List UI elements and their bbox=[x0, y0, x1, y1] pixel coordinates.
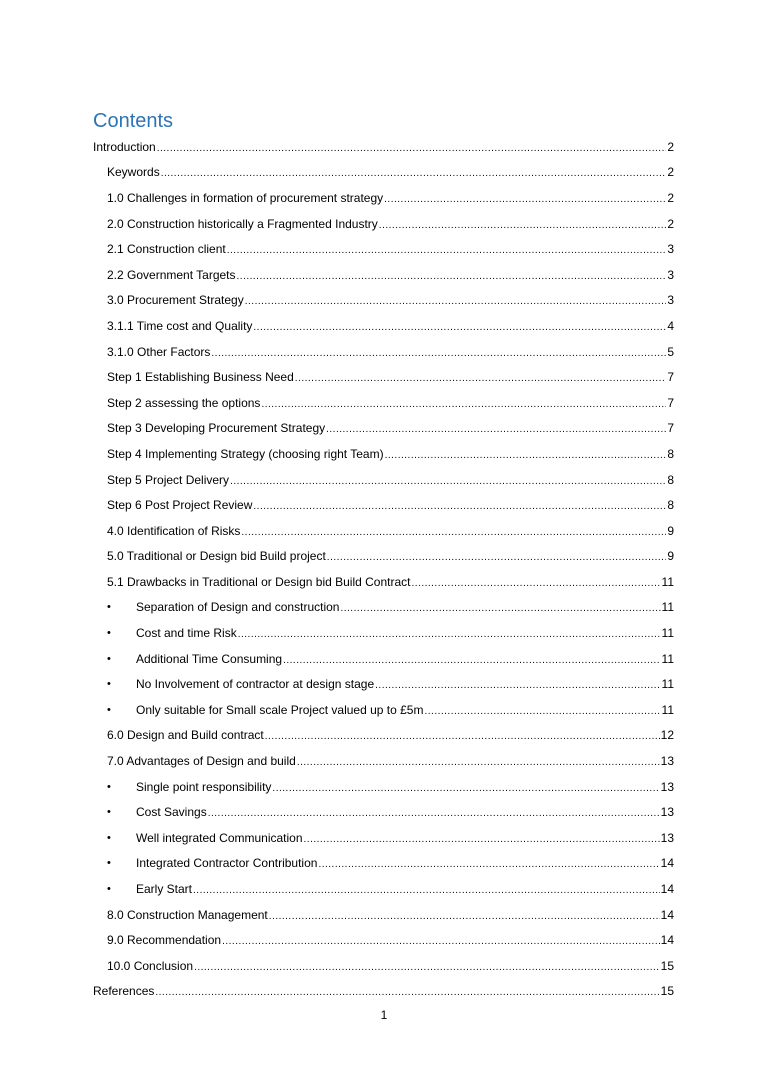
toc-entry-page-number: 7 bbox=[667, 370, 674, 385]
toc-entry[interactable] bbox=[93, 774, 674, 800]
toc-entry-label: Only suitable for Small scale Project valued up to £5m bbox=[136, 702, 424, 717]
toc-entry[interactable] bbox=[93, 876, 674, 902]
dot-leader bbox=[157, 140, 667, 154]
toc-entry-label: Cost Savings bbox=[136, 805, 207, 820]
toc-entry-page-number: 7 bbox=[667, 421, 674, 436]
toc-entry[interactable] bbox=[93, 467, 674, 493]
dot-leader bbox=[227, 242, 667, 256]
toc-entry-label: 2.2 Government Targets bbox=[107, 267, 236, 282]
toc-entry[interactable] bbox=[93, 134, 674, 160]
dot-leader bbox=[237, 268, 667, 282]
toc-entry-page-number: 14 bbox=[660, 882, 674, 897]
toc-entry[interactable] bbox=[93, 979, 674, 1005]
dot-leader bbox=[272, 780, 659, 794]
toc-entry-page-number: 2 bbox=[667, 216, 674, 231]
contents-heading: Contents bbox=[93, 110, 174, 132]
toc-entry[interactable] bbox=[93, 723, 674, 749]
toc-entry-label: Introduction bbox=[93, 139, 156, 154]
toc-entry[interactable] bbox=[93, 262, 674, 288]
toc-entry[interactable] bbox=[93, 160, 674, 186]
toc-entry-label: 8.0 Construction Management bbox=[107, 907, 268, 922]
toc-entry-page-number: 7 bbox=[667, 395, 674, 410]
dot-leader bbox=[327, 549, 667, 563]
dot-leader bbox=[318, 856, 659, 870]
dot-leader bbox=[211, 345, 666, 359]
bullet-icon: • bbox=[107, 678, 111, 691]
toc-entry[interactable] bbox=[93, 799, 674, 825]
dot-leader bbox=[241, 524, 666, 538]
toc-entry[interactable] bbox=[93, 492, 674, 518]
dot-leader bbox=[161, 165, 667, 179]
toc-entry-label: 10.0 Conclusion bbox=[107, 958, 194, 973]
toc-entry-page-number: 8 bbox=[667, 472, 674, 487]
toc-entry[interactable] bbox=[93, 390, 674, 416]
toc-entry-page-number: 14 bbox=[660, 933, 674, 948]
toc-entry-page-number: 3 bbox=[667, 293, 674, 308]
dot-leader bbox=[265, 728, 660, 742]
toc-entry[interactable] bbox=[93, 902, 674, 928]
toc-entry[interactable] bbox=[93, 288, 674, 314]
toc-entry[interactable] bbox=[93, 236, 674, 262]
toc-entry-label: 3.1.0 Other Factors bbox=[107, 344, 211, 359]
toc-entry[interactable] bbox=[93, 339, 674, 365]
dot-leader bbox=[155, 984, 659, 998]
toc-entry-label: Step 3 Developing Procurement Strategy bbox=[107, 421, 326, 436]
toc-entry-label: Integrated Contractor Contribution bbox=[136, 856, 318, 871]
bullet-icon: • bbox=[107, 831, 111, 844]
bullet-icon: • bbox=[107, 883, 111, 896]
dot-leader bbox=[283, 652, 660, 666]
toc-entry[interactable] bbox=[93, 825, 674, 851]
bullet-icon: • bbox=[107, 857, 111, 870]
toc-entry-page-number: 14 bbox=[660, 907, 674, 922]
dot-leader bbox=[297, 754, 660, 768]
dot-leader bbox=[230, 473, 666, 487]
toc-entry[interactable] bbox=[93, 671, 674, 697]
dot-leader bbox=[245, 293, 667, 307]
toc-entry-label: 2.1 Construction client bbox=[107, 242, 226, 257]
toc-entry-label: 5.1 Drawbacks in Traditional or Design bid Build Contract bbox=[107, 574, 411, 589]
dot-leader bbox=[326, 421, 666, 435]
toc-entry-label: Separation of Design and construction bbox=[136, 600, 340, 615]
toc-entry-label: No Involvement of contractor at design stage bbox=[136, 677, 375, 692]
bullet-icon: • bbox=[107, 652, 111, 665]
dot-leader bbox=[238, 626, 661, 640]
toc-entry-page-number: 11 bbox=[661, 677, 674, 692]
dot-leader bbox=[194, 959, 660, 973]
toc-entry[interactable] bbox=[93, 544, 674, 570]
toc-entry-page-number: 12 bbox=[660, 728, 674, 743]
toc-entry[interactable] bbox=[93, 211, 674, 237]
toc-entry-label: Cost and time Risk bbox=[136, 626, 237, 641]
toc-entry[interactable] bbox=[93, 646, 674, 672]
bullet-icon: • bbox=[107, 806, 111, 819]
toc-entry[interactable] bbox=[93, 416, 674, 442]
toc-entry-label: 7.0 Advantages of Design and build bbox=[107, 754, 296, 769]
dot-leader bbox=[253, 319, 666, 333]
toc-entry-label: Single point responsibility bbox=[136, 779, 272, 794]
toc-entry-label: 5.0 Traditional or Design bid Build project bbox=[107, 549, 326, 564]
toc-entry-label: Step 1 Establishing Business Need bbox=[107, 370, 294, 385]
dot-leader bbox=[261, 396, 666, 410]
dot-leader bbox=[222, 933, 660, 947]
toc-entry-label: 4.0 Identification of Risks bbox=[107, 523, 241, 538]
toc-entry-label: Keywords bbox=[107, 165, 160, 180]
dot-leader bbox=[208, 805, 660, 819]
toc-entry-label: Step 2 assessing the options bbox=[107, 395, 261, 410]
toc-entry-page-number: 8 bbox=[667, 498, 674, 513]
bullet-icon: • bbox=[107, 780, 111, 793]
toc-entry[interactable] bbox=[93, 927, 674, 953]
toc-entry-page-number: 11 bbox=[661, 651, 674, 666]
toc-entry-page-number: 14 bbox=[660, 856, 674, 871]
dot-leader bbox=[379, 217, 667, 231]
dot-leader bbox=[269, 908, 660, 922]
toc-entry-page-number: 11 bbox=[661, 626, 674, 641]
dot-leader bbox=[295, 370, 667, 384]
toc-entry-label: Step 5 Project Delivery bbox=[107, 472, 230, 487]
dot-leader bbox=[375, 677, 660, 691]
toc-entry[interactable] bbox=[93, 441, 674, 467]
toc-entry-label: 2.0 Construction historically a Fragmented Industry bbox=[107, 216, 378, 231]
toc-entry-page-number: 8 bbox=[667, 446, 674, 461]
bullet-icon: • bbox=[107, 703, 111, 716]
toc-entry-label: Early Start bbox=[136, 882, 193, 897]
toc-entry[interactable] bbox=[93, 851, 674, 877]
dot-leader bbox=[384, 191, 666, 205]
toc-entry-label: 3.1.1 Time cost and Quality bbox=[107, 318, 253, 333]
dot-leader bbox=[411, 575, 660, 589]
toc-entry-label: 3.0 Procurement Strategy bbox=[107, 293, 244, 308]
toc-entry-page-number: 15 bbox=[660, 984, 674, 999]
toc-entry-page-number: 5 bbox=[667, 344, 674, 359]
toc-entry[interactable] bbox=[93, 620, 674, 646]
toc-entry-page-number: 3 bbox=[667, 242, 674, 257]
toc-entry-label: References bbox=[93, 984, 155, 999]
toc-entry-page-number: 2 bbox=[667, 165, 674, 180]
toc-entry-label: Additional Time Consuming bbox=[136, 651, 283, 666]
table-of-contents bbox=[93, 134, 674, 1004]
toc-entry-page-number: 15 bbox=[660, 958, 674, 973]
toc-entry[interactable] bbox=[93, 953, 674, 979]
toc-entry-page-number: 2 bbox=[667, 190, 674, 205]
toc-entry-page-number: 13 bbox=[660, 830, 674, 845]
toc-entry[interactable] bbox=[93, 364, 674, 390]
toc-entry-label: 1.0 Challenges in formation of procurement strategy bbox=[107, 190, 384, 205]
toc-entry-page-number: 3 bbox=[667, 267, 674, 282]
toc-entry-page-number: 13 bbox=[660, 805, 674, 820]
toc-entry[interactable] bbox=[93, 518, 674, 544]
toc-entry-page-number: 13 bbox=[660, 779, 674, 794]
toc-entry-page-number: 4 bbox=[667, 318, 674, 333]
toc-entry[interactable] bbox=[93, 748, 674, 774]
dot-leader bbox=[193, 882, 660, 896]
page-number: 1 bbox=[380, 1008, 388, 1022]
toc-entry[interactable] bbox=[93, 595, 674, 621]
bullet-icon: • bbox=[107, 601, 111, 614]
toc-entry-page-number: 11 bbox=[661, 600, 674, 615]
dot-leader bbox=[385, 447, 667, 461]
toc-entry-page-number: 9 bbox=[667, 549, 674, 564]
toc-entry-page-number: 11 bbox=[661, 574, 674, 589]
bullet-icon: • bbox=[107, 627, 111, 640]
toc-entry-label: Step 6 Post Project Review bbox=[107, 498, 253, 513]
toc-entry-label: 6.0 Design and Build contract bbox=[107, 728, 264, 743]
toc-entry-page-number: 2 bbox=[667, 139, 674, 154]
toc-entry-page-number: 13 bbox=[660, 754, 674, 769]
dot-leader bbox=[424, 703, 660, 717]
toc-entry-page-number: 9 bbox=[667, 523, 674, 538]
dot-leader bbox=[304, 831, 660, 845]
toc-entry-label: 9.0 Recommendation bbox=[107, 933, 222, 948]
toc-entry-label: Step 4 Implementing Strategy (choosing right Team) bbox=[107, 446, 384, 461]
toc-entry[interactable] bbox=[93, 569, 674, 595]
toc-entry-label: Well integrated Communication bbox=[136, 830, 303, 845]
toc-entry-page-number: 11 bbox=[661, 702, 674, 717]
dot-leader bbox=[340, 600, 660, 614]
toc-entry[interactable] bbox=[93, 697, 674, 723]
toc-entry[interactable] bbox=[93, 313, 674, 339]
dot-leader bbox=[253, 498, 666, 512]
toc-entry[interactable] bbox=[93, 185, 674, 211]
